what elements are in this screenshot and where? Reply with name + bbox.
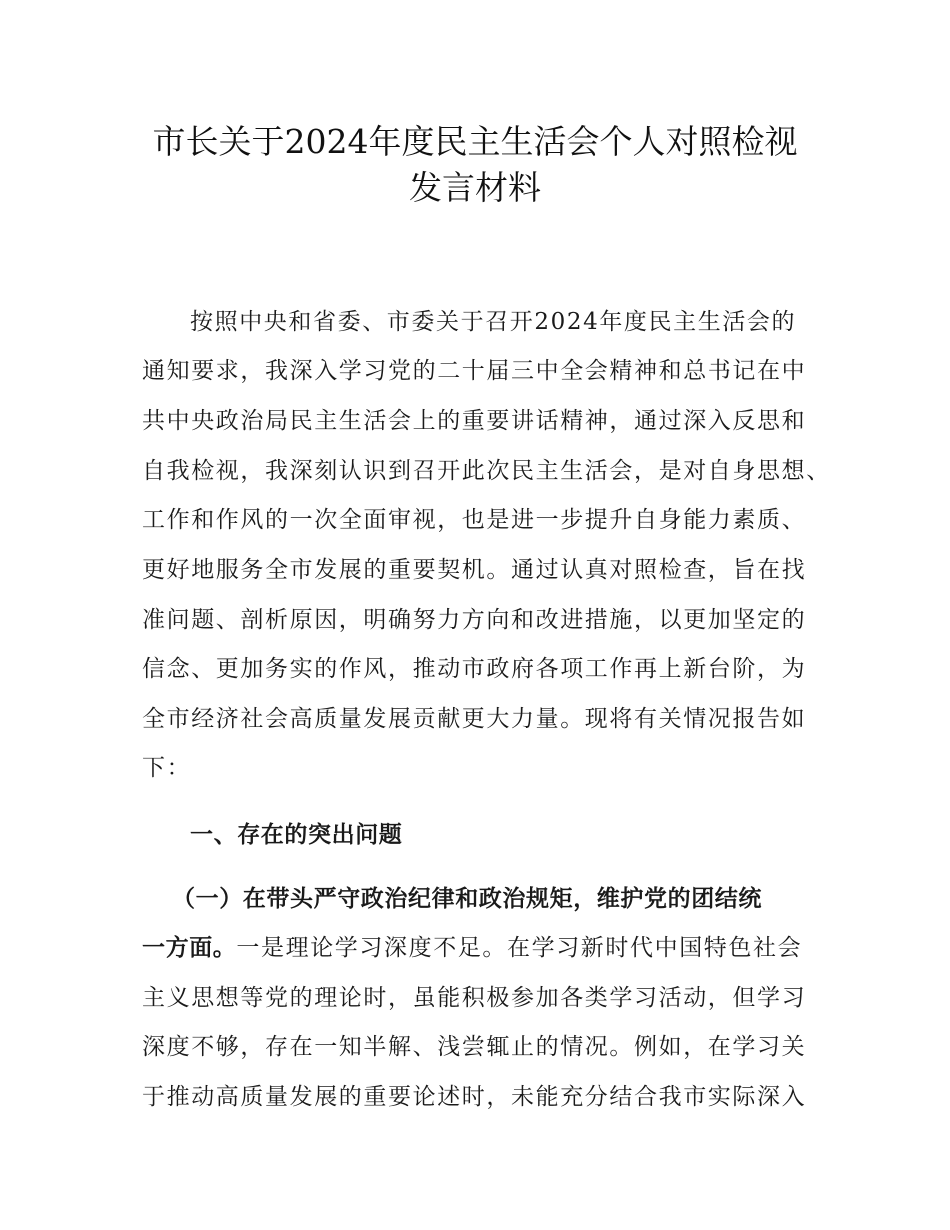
intro-paragraph-line: 更好地服务全市发展的重要契机。通过认真对照检查，旨在找 — [142, 557, 807, 583]
document-title-line-2: 发言材料 — [409, 168, 541, 207]
subsection-paragraph-line — [142, 933, 802, 963]
subsection-paragraph-line: 深度不够，存在一知半解、浅尝辄止的情况。例如，在学习关 — [142, 1034, 807, 1060]
intro-paragraph-line: 下： — [142, 755, 192, 781]
subsection-heading: （一）在带头严守政治纪律和政治规矩，维护党的团结统 — [172, 886, 762, 912]
intro-paragraph-line: 自我检视，我深刻认识到召开此次民主生活会，是对自身思想、 — [142, 458, 831, 484]
subsection-heading-continued: 一方面。 — [142, 935, 237, 961]
intro-paragraph-line: 通知要求，我深入学习党的二十届三中全会精神和总书记在中 — [142, 358, 807, 384]
subsection-paragraph-line: 于推动高质量发展的重要论述时，未能充分结合我市实际深入 — [142, 1084, 807, 1110]
intro-paragraph-line: 全市经济社会高质量发展贡献更大力量。现将有关情况报告如 — [142, 706, 807, 732]
subsection-paragraph-start: 一是理论学习深度不足。在学习新时代中国特色社会 — [236, 935, 803, 961]
intro-paragraph-line: 信念、更加务实的作风，推动市政府各项工作再上新台阶，为 — [142, 656, 807, 682]
subsection-paragraph-line: 主义思想等党的理论时，虽能积极参加各类学习活动，但学习 — [142, 985, 807, 1011]
intro-paragraph-line: 按照中央和省委、市委关于召开2024年度民主生活会的 — [190, 309, 797, 335]
intro-paragraph-line: 工作和作风的一次全面审视，也是进一步提升自身能力素质、 — [142, 507, 807, 533]
intro-paragraph-line: 准问题、剖析原因，明确努力方向和改进措施，以更加坚定的 — [142, 607, 807, 633]
section-heading: 一、存在的突出问题 — [190, 822, 403, 848]
document-title-line-1: 市长关于2024年度民主生活会个人对照检视 — [152, 122, 798, 161]
intro-paragraph-line: 共中央政治局民主生活会上的重要讲话精神，通过深入反思和 — [142, 408, 807, 434]
